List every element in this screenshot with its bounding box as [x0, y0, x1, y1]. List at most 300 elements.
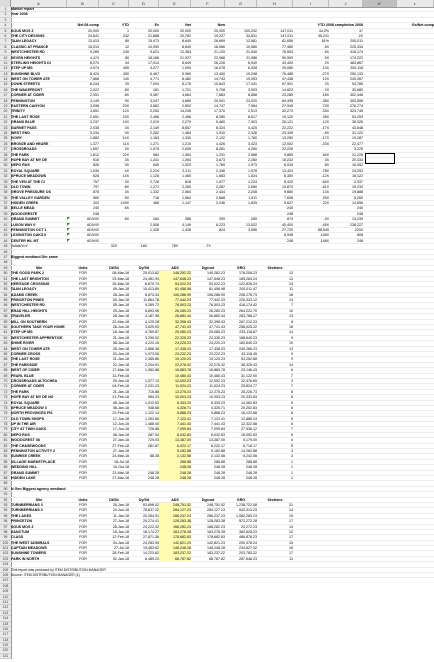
data-cell[interactable]: 27-Feb-18 — [112, 443, 129, 448]
data-cell[interactable]: 19,232 — [352, 184, 363, 189]
data-cell[interactable]: 203,783.22 — [239, 551, 257, 556]
data-cell[interactable]: 26,280.23 — [209, 308, 225, 313]
data-cell[interactable]: 13,387.00 — [209, 438, 225, 443]
data-cell[interactable]: -17X — [321, 136, 329, 141]
data-cell[interactable]: 23,020 — [246, 98, 257, 103]
row-header[interactable]: 57 — [0, 309, 11, 314]
data-cell[interactable]: 10,003.23 — [209, 395, 225, 400]
row-header[interactable]: 36 — [0, 196, 11, 201]
data-cell[interactable]: 178,682.83 — [159, 535, 191, 540]
col-header[interactable]: Sections — [267, 497, 283, 502]
row-header[interactable]: 20 — [0, 109, 11, 114]
data-cell[interactable]: 47,741.43 — [209, 325, 225, 330]
data-cell[interactable]: FOR — [79, 357, 87, 362]
data-cell[interactable]: 28,882.44 — [159, 314, 191, 319]
data-cell[interactable]: 168,282.23 — [159, 525, 191, 530]
data-cell[interactable]: 10 — [289, 341, 293, 346]
row-header[interactable]: 118 — [0, 638, 11, 643]
data-cell[interactable]: FOR — [79, 352, 87, 356]
data-cell[interactable]: 12,383 — [180, 50, 191, 55]
data-cell[interactable]: 12,275.23 — [159, 390, 191, 395]
data-cell[interactable]: 6,222.17 — [211, 443, 225, 448]
data-cell[interactable]: 250,133 — [350, 71, 363, 76]
data-cell[interactable]: 73X — [322, 104, 329, 109]
site-name[interactable]: MILL ON SOUTHERN — [11, 319, 47, 324]
data-cell[interactable]: 2,287 — [216, 184, 225, 189]
data-cell[interactable]: 1,575 — [150, 147, 159, 152]
data-cell[interactable]: 874 — [287, 217, 293, 222]
data-cell[interactable]: 147,011 — [280, 28, 293, 33]
data-cell[interactable]: 1 — [127, 28, 129, 33]
data-cell[interactable]: 148X — [320, 238, 329, 243]
row-header[interactable]: 65 — [0, 352, 11, 357]
data-cell[interactable]: 572,272.28 — [239, 519, 257, 524]
data-cell[interactable]: 8,657 — [182, 125, 191, 130]
col-header[interactable]: Net — [185, 23, 191, 28]
data-cell[interactable]: 23,345 — [282, 130, 293, 135]
site-name[interactable]: IVORY — [11, 136, 23, 141]
column-header-h[interactable]: H — [257, 0, 293, 7]
data-cell[interactable]: 824 — [219, 228, 225, 233]
data-cell[interactable]: FOR — [79, 524, 87, 529]
site-name[interactable]: BELLE MEAD — [11, 206, 35, 211]
row-header[interactable]: 92 — [0, 498, 11, 503]
data-cell[interactable]: 84,495 — [282, 98, 293, 103]
data-cell[interactable]: 3,234 — [90, 130, 99, 135]
data-cell[interactable]: 20,091 — [214, 98, 225, 103]
data-cell[interactable]: 9,708 — [216, 87, 225, 92]
data-cell[interactable]: FOR — [79, 405, 87, 410]
data-cell[interactable]: 28X — [322, 114, 329, 119]
data-cell[interactable]: FOR — [79, 427, 87, 432]
col-header[interactable]: Dy/Sit — [138, 497, 150, 502]
data-cell[interactable]: 2,346 — [216, 168, 225, 173]
data-cell[interactable]: 1,262.66 — [145, 416, 159, 421]
data-cell[interactable]: 3,682 — [150, 104, 159, 109]
data-cell[interactable]: 12,002.23 — [209, 378, 225, 383]
data-cell[interactable]: 1,231 — [216, 152, 225, 157]
data-cell[interactable]: 248.28 — [148, 475, 159, 480]
data-cell[interactable]: 8X — [124, 206, 129, 211]
data-cell[interactable]: -38X — [321, 98, 329, 103]
data-cell[interactable]: 248 — [357, 211, 363, 216]
data-cell[interactable]: 77,460 — [282, 44, 293, 49]
data-cell[interactable]: 7 — [291, 384, 293, 389]
col-header[interactable]: Dyprod — [201, 497, 215, 502]
data-cell[interactable]: 22-Mar-18 — [112, 319, 129, 324]
data-cell[interactable]: 19,120.23 — [209, 357, 225, 362]
data-cell[interactable]: 18,166 — [148, 55, 159, 60]
data-cell[interactable]: 299 — [219, 217, 225, 222]
data-cell[interactable]: 1,210 — [182, 141, 191, 146]
data-cell[interactable]: 16,052.83 — [241, 432, 257, 437]
data-cell[interactable]: 3 — [291, 378, 293, 383]
row-header[interactable]: 101 — [0, 546, 11, 551]
data-cell[interactable]: 323,745 — [350, 109, 363, 114]
site-name[interactable]: LUXON WAY II — [11, 222, 36, 227]
data-cell[interactable]: 22X — [322, 201, 329, 206]
data-cell[interactable]: 9,289.72 — [145, 303, 159, 308]
data-cell[interactable]: -23X — [321, 141, 329, 146]
data-cell[interactable]: 18-Jan-18 — [112, 529, 129, 534]
row-header[interactable]: 4 — [0, 23, 11, 28]
data-cell[interactable]: 8X — [124, 93, 129, 98]
row-header[interactable]: 98 — [0, 530, 11, 535]
data-cell[interactable]: 248.28 — [159, 465, 191, 470]
data-cell[interactable]: 22,276.32 — [159, 363, 191, 368]
data-cell[interactable]: 25-Jan-18 — [112, 308, 129, 313]
row-header[interactable]: 96 — [0, 519, 11, 524]
data-cell[interactable]: 7,099.84 — [211, 427, 225, 432]
data-cell[interactable]: 26,280.23 — [159, 309, 191, 314]
row-header[interactable]: 14 — [0, 77, 11, 82]
data-cell[interactable]: 21,986 — [246, 55, 257, 60]
data-cell[interactable]: FOR — [79, 502, 87, 507]
col-header[interactable]: New — [217, 23, 225, 28]
data-cell[interactable]: 14 — [289, 508, 293, 513]
data-cell[interactable]: 1 — [291, 470, 293, 475]
data-cell[interactable]: 4,326.71 — [211, 405, 225, 410]
row-header[interactable]: 63 — [0, 341, 11, 346]
data-cell[interactable]: FOR — [79, 389, 87, 394]
site-name[interactable]: EASTERN CANYON — [11, 104, 45, 109]
data-cell[interactable]: 78,503.23 — [159, 303, 191, 308]
data-cell[interactable]: 202 — [93, 201, 99, 206]
data-cell[interactable]: 13X — [322, 66, 329, 71]
data-cell[interactable]: 223X — [354, 228, 363, 233]
row-header[interactable]: 88 — [0, 476, 11, 481]
data-cell[interactable]: 9 — [291, 335, 293, 340]
data-cell[interactable]: FOR — [79, 314, 87, 319]
data-cell[interactable]: 4,149 — [182, 222, 191, 227]
row-header[interactable]: 42 — [0, 228, 11, 233]
site-name[interactable]: TRAVELER — [11, 314, 31, 319]
data-cell[interactable]: 4 — [291, 438, 293, 443]
data-cell[interactable]: 14,262.88 — [241, 449, 257, 454]
data-cell[interactable]: 2X — [124, 147, 129, 152]
data-cell[interactable]: 18,066 — [214, 44, 225, 49]
data-cell[interactable]: 10,480.43 — [209, 373, 225, 378]
data-cell[interactable]: 14X — [122, 136, 129, 141]
data-cell[interactable]: FOR — [79, 422, 87, 427]
row-header[interactable]: 103 — [0, 557, 11, 562]
site-name[interactable]: CENTER HIL MT — [11, 238, 39, 243]
data-cell[interactable]: 3,423 — [248, 141, 257, 146]
column-header-l[interactable]: L — [397, 0, 434, 7]
data-cell[interactable]: 77,442.23 — [159, 298, 191, 303]
data-cell[interactable]: 726.88 — [148, 427, 159, 432]
data-cell[interactable]: 8X — [124, 217, 129, 222]
data-cell[interactable]: 8,176 — [182, 82, 191, 87]
row-header[interactable]: 75 — [0, 406, 11, 411]
data-cell[interactable]: 14 — [289, 298, 293, 303]
data-cell[interactable]: -64X — [321, 179, 329, 184]
data-cell[interactable]: -61X — [321, 184, 329, 189]
site-name[interactable]: CROSSROADS ALTOCHEA — [11, 378, 58, 383]
data-cell[interactable]: 348.68 — [148, 405, 159, 410]
data-cell[interactable]: 248,751.52 — [159, 503, 191, 508]
data-cell[interactable]: 27,720 — [282, 228, 293, 233]
data-cell[interactable]: 14,743 — [214, 77, 225, 82]
site-name[interactable]: WOODCRESTE — [11, 211, 38, 216]
data-cell[interactable]: 418,174.42 — [239, 303, 257, 308]
site-name[interactable]: TURNBERRIANS 2 — [11, 508, 43, 513]
site-name[interactable]: WESTCHESTER RD — [11, 50, 45, 55]
row-header[interactable]: 87 — [0, 471, 11, 476]
data-cell[interactable]: 2,262 — [150, 130, 159, 135]
site-name[interactable]: WEST ON TOWER ATE — [11, 346, 50, 351]
data-cell[interactable]: 2,680 — [248, 184, 257, 189]
data-cell[interactable]: 27-Mar-18 — [112, 475, 129, 480]
data-cell[interactable]: 248.28 — [148, 470, 159, 475]
row-header[interactable]: 17 — [0, 93, 11, 98]
data-cell[interactable]: 6,893.96 — [145, 308, 159, 313]
data-cell[interactable]: 13,400 — [214, 71, 225, 76]
data-cell[interactable]: 302,446 — [350, 93, 363, 98]
row-header[interactable]: 10 — [0, 56, 11, 61]
site-name[interactable]: SUNSHINE TOWERS — [11, 551, 47, 556]
data-cell[interactable]: 106,286.99 — [159, 293, 191, 298]
data-cell[interactable]: 616 — [93, 157, 99, 162]
data-cell[interactable]: 2,260 — [248, 157, 257, 162]
data-cell[interactable]: 19,483.62 — [143, 546, 159, 551]
data-cell[interactable]: FOR — [79, 378, 87, 383]
data-cell[interactable]: 13,250 — [282, 136, 293, 141]
site-name[interactable]: WEST ON TOWER ATE — [11, 77, 50, 82]
row-header[interactable]: 12 — [0, 66, 11, 71]
data-cell[interactable]: 2,204.91 — [145, 362, 159, 367]
data-cell[interactable]: 38,326 — [352, 120, 363, 125]
data-cell[interactable]: 6,033 — [284, 163, 293, 168]
row-header[interactable]: 120 — [0, 648, 11, 653]
totals-label[interactable]: Totals/YoY — [11, 244, 28, 249]
site-name[interactable]: HIDDEN CREEK — [11, 201, 39, 206]
data-cell[interactable]: 128,283.38 — [207, 519, 225, 524]
row-header[interactable]: 77 — [0, 417, 11, 422]
data-cell[interactable]: 1,973 — [248, 163, 257, 168]
data-cell[interactable]: 8,640 — [182, 39, 191, 44]
data-cell[interactable]: 178,682.83 — [207, 535, 225, 540]
data-cell[interactable]: 468 — [153, 201, 159, 206]
data-cell[interactable]: 04-Jan-18 — [112, 540, 129, 545]
site-name[interactable]: PRINCETON — [11, 519, 33, 524]
site-name[interactable]: UP IN THE AIR — [11, 422, 36, 427]
data-cell[interactable]: FOR — [79, 319, 87, 324]
data-cell[interactable]: 12,581 — [246, 39, 257, 44]
data-cell[interactable]: 24,481.94 — [143, 276, 159, 281]
data-cell[interactable]: 32,396.43 — [209, 319, 225, 324]
data-cell[interactable]: 12 — [289, 529, 293, 534]
site-name[interactable]: PARK IN NORTH — [11, 556, 40, 561]
data-cell[interactable]: 264,222.70 — [239, 308, 257, 313]
data-cell[interactable]: FOR — [79, 508, 87, 513]
data-cell[interactable]: 9X — [124, 98, 129, 103]
site-name[interactable]: TURNBERRIANS 3 — [11, 502, 43, 507]
column-header-i[interactable]: I — [293, 0, 329, 7]
data-cell[interactable]: 7,868 — [90, 77, 99, 82]
data-cell[interactable]: 67,901 — [282, 82, 293, 87]
data-cell[interactable]: 12,413 — [88, 39, 99, 44]
data-cell[interactable]: 450 — [123, 71, 129, 76]
col-header[interactable]: Dt/Sit — [109, 265, 119, 270]
row-header[interactable]: 74 — [0, 401, 11, 406]
data-cell[interactable]: 28-Jan-18 — [112, 314, 129, 319]
data-cell[interactable]: #DIV/0! — [67, 228, 99, 233]
row-header[interactable]: 16 — [0, 88, 11, 93]
site-name[interactable]: GRAND BLUE — [11, 120, 35, 125]
data-cell[interactable]: 248.28 — [159, 471, 191, 476]
data-cell[interactable]: FOR — [79, 411, 87, 416]
data-cell[interactable]: 238,227 — [350, 222, 363, 227]
data-cell[interactable]: 5 — [291, 416, 293, 421]
column-header-d[interactable]: D — [129, 0, 159, 7]
data-cell[interactable]: 24-Mar-18 — [112, 454, 129, 459]
data-cell[interactable]: 1,241 — [150, 157, 159, 162]
data-cell[interactable]: 6,222.17 — [159, 444, 191, 449]
data-cell[interactable]: 5,969 — [182, 71, 191, 76]
data-cell[interactable]: 25-Jan-18 — [112, 346, 129, 351]
data-cell[interactable]: 24,220.23 — [159, 341, 191, 346]
site-name[interactable]: ROYAL SQUARE — [11, 168, 40, 173]
data-cell[interactable]: FOR — [79, 556, 87, 561]
data-cell[interactable]: 9 — [291, 357, 293, 362]
data-cell[interactable]: 8,617 — [248, 114, 257, 119]
data-cell[interactable]: 27,945 — [282, 104, 293, 109]
data-cell[interactable]: 22,222 — [282, 125, 293, 130]
report-title[interactable]: Market report — [11, 7, 34, 11]
data-cell[interactable]: 240 — [357, 206, 363, 211]
site-name[interactable]: HERITAGE CROSSING — [11, 281, 50, 286]
data-cell[interactable]: 276,774 — [350, 104, 363, 109]
row-header[interactable]: 26 — [0, 142, 11, 147]
data-cell[interactable]: 2,391 — [90, 93, 99, 98]
data-cell[interactable]: 148,252.22 — [159, 271, 191, 276]
data-cell[interactable]: 22,225 — [282, 147, 293, 152]
footnote-source[interactable]: Source: ITEM DISTRIBUTION MANAGER (1) — [11, 573, 80, 578]
data-cell[interactable]: FOR — [79, 346, 87, 351]
row-header[interactable]: 97 — [0, 525, 11, 530]
row-header[interactable]: 102 — [0, 551, 11, 556]
row-header[interactable]: 73 — [0, 395, 11, 400]
data-cell[interactable]: 26,882.44 — [209, 314, 225, 319]
data-cell[interactable]: 2,224 — [150, 168, 159, 173]
data-cell[interactable]: 37 — [359, 28, 363, 33]
site-name[interactable]: THE WAKEFRONT — [11, 87, 43, 92]
data-cell[interactable]: 16,052 — [352, 163, 363, 168]
row-header[interactable]: 84 — [0, 454, 11, 459]
data-cell[interactable]: 163,278.28 — [207, 529, 225, 534]
data-cell[interactable]: 188,640.23 — [239, 335, 257, 340]
row-header[interactable]: 62 — [0, 336, 11, 341]
data-cell[interactable]: 2,036 — [90, 125, 99, 130]
data-cell[interactable]: 17 — [289, 551, 293, 556]
site-name[interactable]: SANCTUM — [11, 529, 29, 534]
site-name[interactable]: SHINE RIVER — [11, 341, 34, 346]
data-cell[interactable]: 17,438.23 — [159, 347, 191, 352]
data-cell[interactable]: 18-Jan-18 — [112, 330, 129, 335]
data-cell[interactable]: 2,651 — [90, 114, 99, 119]
data-cell[interactable]: 21,927 — [180, 55, 191, 60]
data-cell[interactable]: 1,163 — [150, 136, 159, 141]
data-cell[interactable]: 148X — [320, 233, 329, 238]
data-cell[interactable]: 4,426 — [216, 141, 225, 146]
data-cell[interactable]: 43,648 — [352, 125, 363, 130]
data-cell[interactable]: 11 — [289, 287, 293, 292]
row-header[interactable]: 105 — [0, 568, 11, 573]
row-header[interactable]: 68 — [0, 368, 11, 373]
data-cell[interactable]: 40,400 — [282, 222, 293, 227]
row-header[interactable]: 64 — [0, 347, 11, 352]
data-cell[interactable]: 12-Feb-18 — [112, 373, 129, 378]
data-cell[interactable]: 20,000 — [148, 28, 159, 33]
data-cell[interactable]: 20X — [122, 104, 129, 109]
data-cell[interactable]: 18 — [289, 325, 293, 330]
data-cell[interactable]: 7 — [291, 303, 293, 308]
data-cell[interactable]: 11X — [122, 141, 129, 146]
data-cell[interactable]: 88.28 — [150, 454, 159, 459]
data-cell[interactable]: 26-Mar-18 — [112, 281, 129, 286]
data-cell[interactable]: 142,821.23 — [207, 540, 225, 545]
row-header[interactable]: 69 — [0, 374, 11, 379]
data-cell[interactable]: FOR — [79, 416, 87, 421]
data-cell[interactable]: 6,300 — [284, 174, 293, 179]
data-cell[interactable]: 3X — [124, 190, 129, 195]
data-cell[interactable]: FOR — [79, 395, 87, 400]
site-name[interactable]: ADAMS CREEK — [11, 292, 38, 297]
data-cell[interactable]: 17,014 — [148, 60, 159, 65]
site-name[interactable]: PEARL BLUE — [11, 373, 34, 378]
select-all-corner[interactable] — [0, 0, 11, 7]
data-cell[interactable]: 208,276.73 — [239, 292, 257, 297]
data-cell[interactable]: 76,503 — [282, 50, 293, 55]
data-cell[interactable]: 4,260 — [248, 147, 257, 152]
data-cell[interactable]: 1,812 — [90, 152, 99, 157]
data-cell[interactable]: 13 — [289, 314, 293, 319]
data-cell[interactable]: 93,785 — [352, 82, 363, 87]
data-cell[interactable]: 826 — [93, 163, 99, 168]
column-header-f[interactable]: F — [191, 0, 225, 7]
data-cell[interactable]: 1,224 — [248, 179, 257, 184]
row-header[interactable]: 93 — [0, 503, 11, 508]
data-cell[interactable]: 6 — [291, 411, 293, 416]
site-name[interactable]: CLASS — [11, 535, 24, 540]
row-header[interactable]: 60 — [0, 325, 11, 330]
row-header[interactable]: 80 — [0, 433, 11, 438]
column-header-g[interactable]: G — [225, 0, 257, 7]
data-cell[interactable]: 7,584 — [248, 104, 257, 109]
data-cell[interactable]: -33X — [321, 109, 329, 114]
data-cell[interactable]: 7,441.43 — [159, 422, 191, 427]
data-cell[interactable]: 24-Jun-18 — [112, 508, 129, 513]
data-cell[interactable]: 2,132 — [216, 136, 225, 141]
data-cell[interactable]: FOR — [79, 362, 87, 367]
row-header[interactable]: 83 — [0, 449, 11, 454]
site-name[interactable]: CORNER CROSS — [11, 352, 41, 356]
data-cell[interactable]: 18X — [322, 93, 329, 98]
data-cell[interactable]: 248.28 — [159, 476, 191, 481]
data-cell[interactable]: FOR — [79, 535, 87, 540]
data-cell[interactable]: 1,330 — [182, 136, 191, 141]
site-name[interactable]: CLASSIC AT FRANCE — [11, 44, 49, 49]
data-cell[interactable]: 22-Jan-18 — [112, 362, 129, 367]
data-cell[interactable]: 984.23 — [148, 395, 159, 400]
row-header[interactable]: 95 — [0, 514, 11, 519]
data-cell[interactable]: 6X — [324, 50, 329, 55]
data-cell[interactable]: 149,262.23 — [207, 271, 225, 276]
data-cell[interactable]: 1,577.13 — [145, 378, 159, 383]
data-cell[interactable]: 31,122 — [352, 130, 363, 135]
data-cell[interactable]: 3,149 — [90, 98, 99, 103]
